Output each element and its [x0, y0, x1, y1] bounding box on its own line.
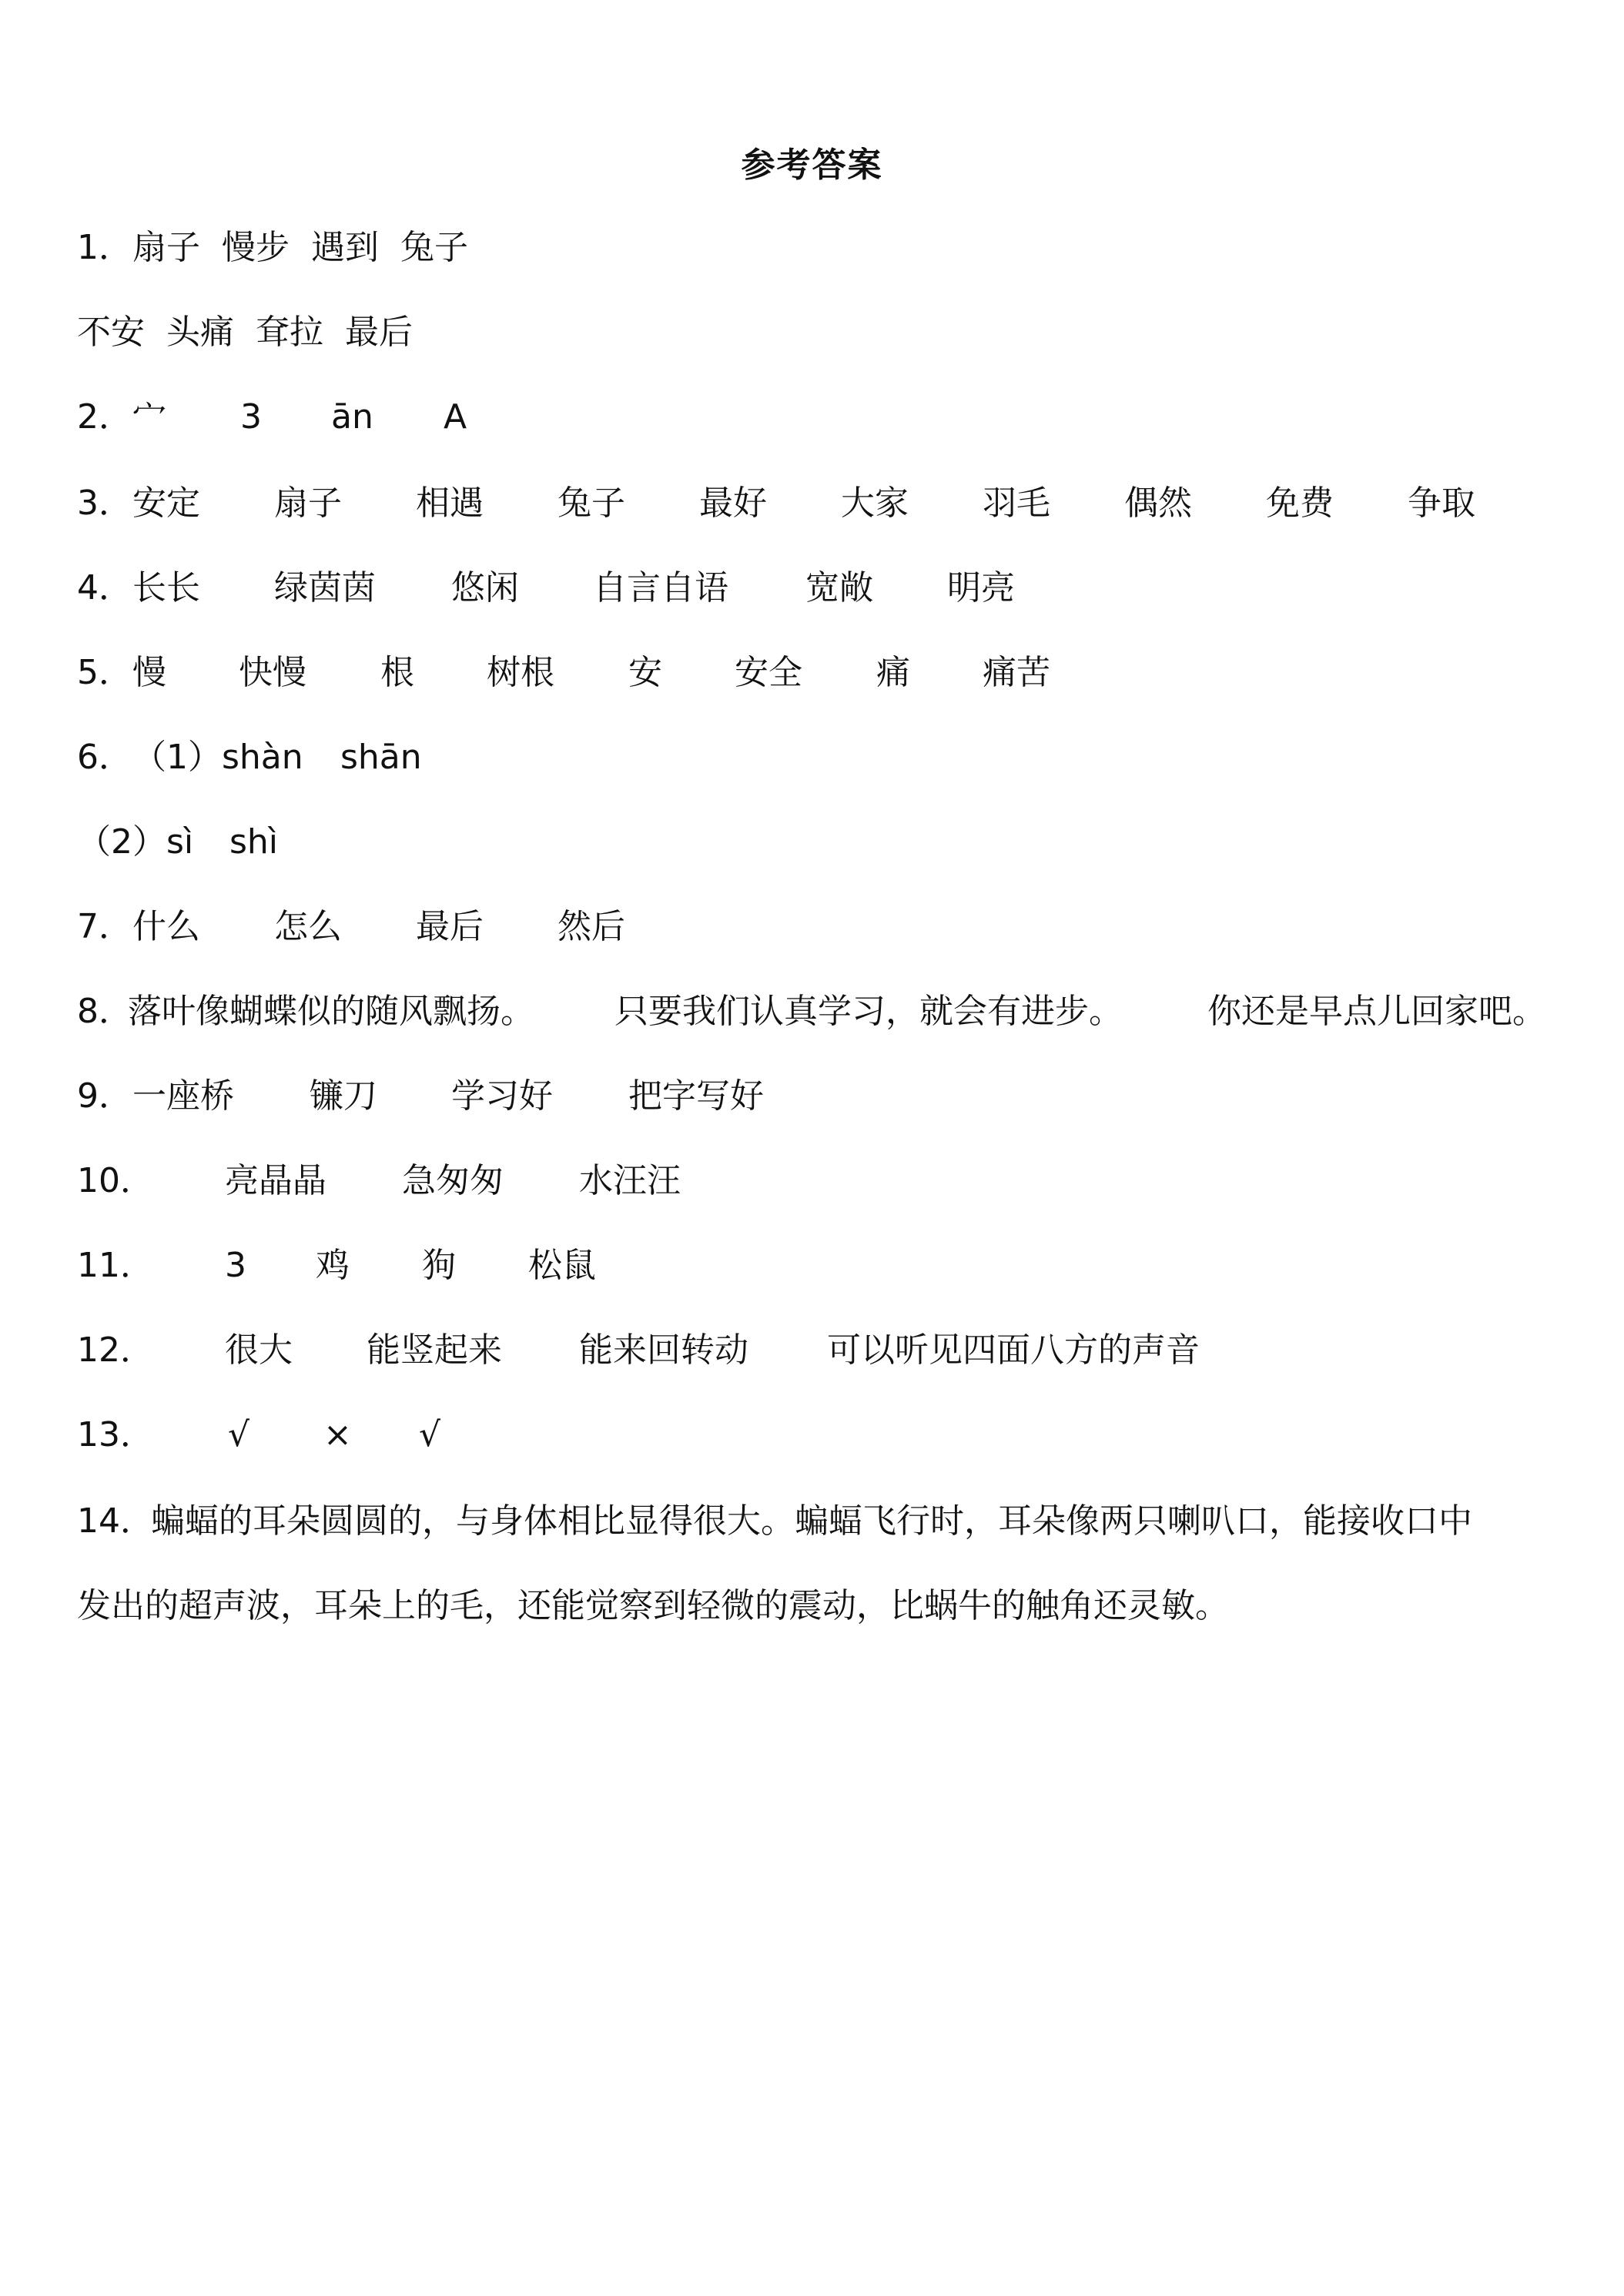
answer-item: 宀	[132, 397, 166, 437]
answer-item: 最好	[699, 484, 767, 523]
answer-item: 急匆匆	[402, 1161, 504, 1200]
answer-item: 可以听见四面八方的声音	[827, 1330, 1200, 1370]
answer-item: 扇子	[274, 484, 342, 523]
answer-item: 最后	[345, 313, 413, 352]
answer-item: 慢步	[222, 228, 290, 267]
page-title: 参考答案	[741, 146, 883, 185]
answer-item: 头痛	[166, 313, 234, 352]
answer-item: 能来回转动	[579, 1330, 748, 1370]
answer-item: shān	[340, 738, 422, 777]
answer-item: 树根	[487, 653, 554, 692]
answer-number: 4．	[77, 568, 132, 607]
answer-item: 鸡	[316, 1246, 350, 1285]
answer-item: 宽敞	[805, 568, 873, 607]
answer-item: 亮晶晶	[225, 1161, 326, 1200]
answer-item: 能竖起来	[367, 1330, 502, 1370]
answer-item: 只要我们认真学习，就会有进步。	[614, 992, 1123, 1031]
answer-item: 安定	[132, 484, 200, 523]
answer-item: 不安	[77, 313, 145, 352]
answer-item: 把字写好	[628, 1076, 764, 1116]
answer-item: 3	[225, 1246, 246, 1285]
answer-item: 自言自语	[593, 568, 728, 607]
answer-item: 怎么	[274, 907, 342, 946]
answer-item: 兔子	[558, 484, 625, 523]
answer-number: 6．	[77, 738, 132, 777]
answer-item: 一座桥	[132, 1076, 234, 1116]
answer-item: 大家	[841, 484, 909, 523]
answer-item: 发出的超声波，耳朵上的毛，还能觉察到轻微的震动，比蜗牛的触角还灵敏。	[77, 1586, 1229, 1625]
answer-item: 慢	[132, 653, 166, 692]
answer-item: 羽毛	[983, 484, 1050, 523]
answer-item: 扇子	[132, 228, 200, 267]
answer-item: 蝙蝠的耳朵圆圆的，与身体相比显得很大。蝙蝠飞行时，耳朵像两只喇叭口，能接收口中	[151, 1501, 1472, 1541]
answer-item: 快慢	[239, 653, 306, 692]
answer-item: 狗	[422, 1246, 456, 1285]
answer-item: 根	[380, 653, 414, 692]
answer-item: shì	[229, 822, 279, 862]
answer-item: 学习好	[451, 1076, 553, 1116]
answer-item: 最后	[416, 907, 484, 946]
answer-item: 然后	[558, 907, 625, 946]
answer-item: 痛	[876, 653, 910, 692]
answer-item: 很大	[225, 1330, 293, 1370]
answer-number: 7．	[77, 907, 132, 946]
answer-item: √	[419, 1415, 441, 1454]
answer-item: 遇到	[311, 228, 379, 267]
answer-item: A	[444, 397, 467, 437]
answer-item: 长长	[132, 568, 200, 607]
answer-item: 悠闲	[451, 568, 519, 607]
answer-item: 相遇	[416, 484, 484, 523]
answer-item: 3	[240, 397, 262, 437]
answer-item: 明亮	[947, 568, 1015, 607]
answer-item: 水汪汪	[579, 1161, 681, 1200]
answer-item: 你还是早点儿回家吧。	[1207, 992, 1546, 1031]
answer-item: 松鼠	[528, 1246, 596, 1285]
answer-item: 绿茵茵	[274, 568, 376, 607]
answer-number: 11．	[77, 1246, 154, 1285]
answer-number: 3．	[77, 484, 132, 523]
answer-item: （1）shàn	[132, 738, 303, 777]
answer-number: 2．	[77, 397, 132, 437]
answer-item: 落叶像蝴蝶似的随风飘扬。	[128, 992, 534, 1031]
answer-item: 痛苦	[983, 653, 1050, 692]
answer-number: 14．	[77, 1501, 154, 1541]
answer-item: ān	[331, 397, 373, 437]
answer-item: 兔子	[400, 228, 468, 267]
answer-item: 安	[628, 653, 662, 692]
answer-item: 安全	[735, 653, 802, 692]
answer-item: 耷拉	[256, 313, 323, 352]
answer-number: 9．	[77, 1076, 132, 1116]
answer-item: 免费	[1266, 484, 1334, 523]
answer-item: ×	[323, 1415, 352, 1454]
answer-item: （2）sì	[77, 822, 194, 862]
answer-number: 5．	[77, 653, 132, 692]
answer-number: 10．	[77, 1161, 154, 1200]
answer-item: 争取	[1408, 484, 1475, 523]
answer-line-14-continued	[77, 1583, 1229, 1722]
answer-item: 什么	[132, 907, 200, 946]
answer-number: 1．	[77, 228, 132, 267]
answer-item: 偶然	[1124, 484, 1192, 523]
answer-number: 12．	[77, 1330, 154, 1370]
answer-number: 13．	[77, 1415, 154, 1454]
answer-item: √	[228, 1415, 250, 1454]
answer-item: 镰刀	[310, 1076, 377, 1116]
answer-number: 8．	[77, 992, 132, 1031]
